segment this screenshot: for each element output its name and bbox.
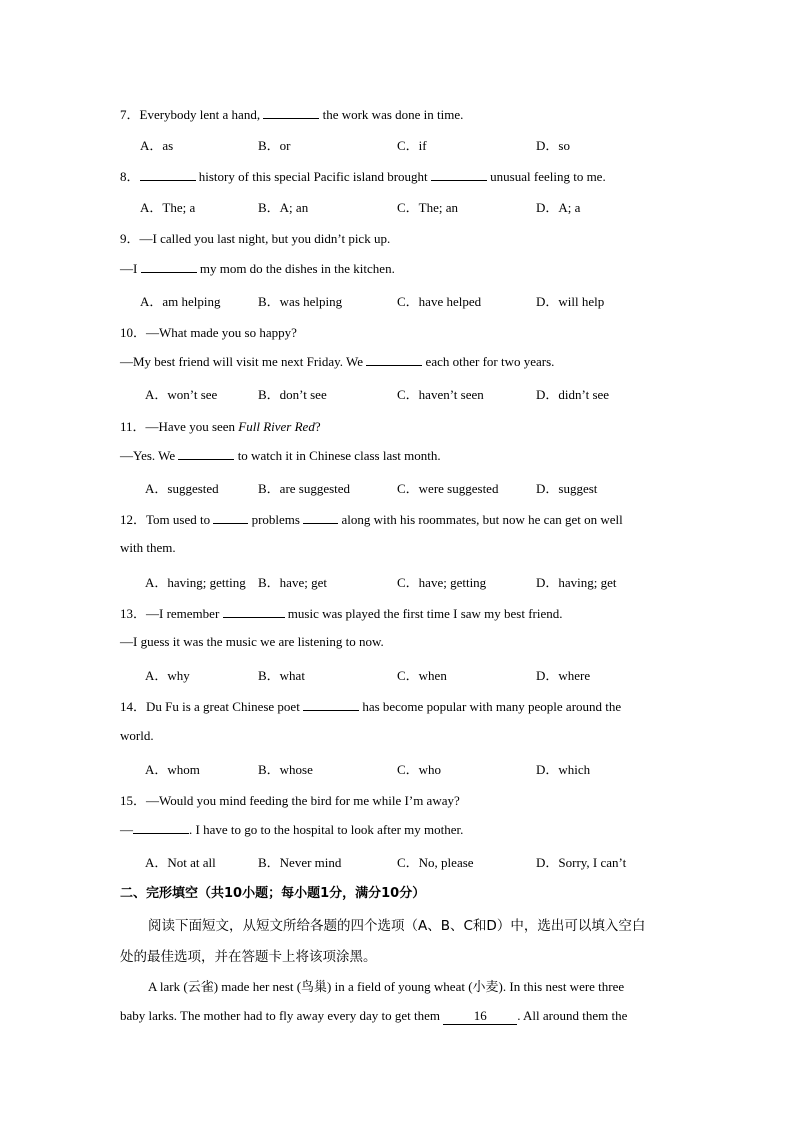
- section-2-title: 二、完形填空（共10小题；每小题1分，满分10分）: [120, 886, 426, 901]
- stem-text: each other for two years.: [422, 354, 555, 369]
- stem-text: along with his roommates, but now he can get on well: [338, 512, 623, 527]
- question-7-stem: [120, 104, 463, 123]
- stem-text: 11．—Have you seen: [120, 419, 239, 434]
- question-11-line1: [120, 416, 321, 435]
- stem-text: the work was done in time.: [319, 107, 464, 122]
- option-d[interactable]: D．didn’t see: [536, 387, 610, 402]
- film-title: Full River Red: [238, 419, 315, 434]
- stem-text: 14．Du Fu is a great Chinese poet: [120, 699, 304, 714]
- stem-text: my mom do the dishes in the kitchen.: [196, 261, 395, 276]
- option-d[interactable]: D．Sorry, I can’t: [536, 855, 627, 870]
- passage-line1: A lark (云雀) made her nest (鸟巢) in a field of young wheat (小麦). In this nest were three: [148, 979, 625, 994]
- question-13-line1: [120, 603, 563, 622]
- option-a[interactable]: A．whom: [145, 762, 200, 777]
- option-c[interactable]: C．haven’t seen: [397, 387, 484, 402]
- stem-text: 8．: [120, 169, 140, 184]
- question-14-line2: world.: [120, 728, 154, 743]
- option-b[interactable]: B．was helping: [258, 294, 343, 309]
- option-c[interactable]: C．have; getting: [397, 575, 487, 590]
- question-8-stem: [120, 166, 606, 185]
- option-d[interactable]: D．where: [536, 668, 591, 683]
- stem-text: history of this special Pacific island brought: [195, 169, 431, 184]
- answer-blank: [140, 168, 196, 181]
- section-2-instructions-line2: 处的最佳选项，并在答题卡上将该项涂黑。: [120, 949, 377, 965]
- answer-blank: [303, 511, 338, 524]
- option-c[interactable]: C．when: [397, 668, 447, 683]
- option-c[interactable]: C．were suggested: [397, 481, 499, 496]
- answer-blank: [303, 698, 359, 711]
- option-a[interactable]: A．The; a: [140, 200, 196, 215]
- stem-text: to watch it in Chinese class last month.: [234, 448, 441, 463]
- option-c[interactable]: C．The; an: [397, 200, 459, 215]
- question-9-line1: 9．—I called you last night, but you didn’t pick up.: [120, 231, 391, 246]
- option-c[interactable]: C．if: [397, 138, 427, 153]
- question-11-line2: [120, 447, 441, 464]
- stem-text: —: [120, 822, 133, 837]
- option-a[interactable]: A．Not at all: [145, 855, 216, 870]
- stem-text: unusual feeling to me.: [486, 169, 606, 184]
- option-b[interactable]: B．whose: [258, 762, 313, 777]
- option-c[interactable]: C．No, please: [397, 855, 474, 870]
- option-b[interactable]: B．are suggested: [258, 481, 351, 496]
- answer-blank: [178, 447, 234, 460]
- option-d[interactable]: D．which: [536, 762, 591, 777]
- question-12-line1: [120, 509, 623, 528]
- option-c[interactable]: C．have helped: [397, 294, 482, 309]
- stem-text: —Yes. We: [120, 448, 179, 463]
- answer-blank: [263, 106, 319, 119]
- option-c[interactable]: C．who: [397, 762, 442, 777]
- stem-text: 12．Tom used to: [120, 512, 214, 527]
- option-b[interactable]: B．have; get: [258, 575, 327, 590]
- stem-text: —My best friend will visit me next Friday. We: [120, 354, 367, 369]
- question-9-line2: [120, 260, 395, 277]
- stem-text: 13．—I remember: [120, 606, 223, 621]
- answer-blank: [366, 353, 422, 366]
- option-a[interactable]: A．why: [145, 668, 190, 683]
- answer-blank: [213, 511, 248, 524]
- answer-blank: [133, 821, 189, 834]
- option-a[interactable]: A．as: [140, 138, 174, 153]
- question-10-line2: [120, 353, 554, 370]
- option-a[interactable]: A．am helping: [140, 294, 221, 309]
- stem-text: . I have to go to the hospital to look after my mother.: [189, 822, 464, 837]
- option-a[interactable]: A．won’t see: [145, 387, 218, 402]
- option-b[interactable]: B．don’t see: [258, 387, 327, 402]
- answer-blank: [141, 260, 197, 273]
- option-b[interactable]: B．or: [258, 138, 291, 153]
- option-d[interactable]: D．so: [536, 138, 570, 153]
- option-a[interactable]: A．having; getting: [145, 575, 246, 590]
- question-10-line1: 10．—What made you so happy?: [120, 325, 297, 340]
- answer-blank: [431, 168, 487, 181]
- passage-text: baby larks. The mother had to fly away every day to get them: [120, 1008, 444, 1023]
- option-d[interactable]: D．A; a: [536, 200, 581, 215]
- stem-text: music was played the first time I saw my best friend.: [284, 606, 563, 621]
- stem-text: problems: [248, 512, 304, 527]
- cloze-blank-16[interactable]: 16: [443, 1008, 517, 1025]
- option-b[interactable]: B．Never mind: [258, 855, 342, 870]
- option-d[interactable]: D．having; get: [536, 575, 617, 590]
- option-a[interactable]: A．suggested: [145, 481, 219, 496]
- question-14-line1: [120, 696, 621, 715]
- stem-text: ?: [314, 419, 321, 434]
- question-15-line1: 15．—Would you mind feeding the bird for me while I’m away?: [120, 793, 460, 808]
- question-13-line2: —I guess it was the music we are listening to now.: [120, 634, 384, 649]
- question-12-line2: with them.: [120, 540, 176, 555]
- option-d[interactable]: D．suggest: [536, 481, 598, 496]
- passage-text: . All around them the: [517, 1008, 628, 1023]
- stem-text: —I: [120, 261, 141, 276]
- option-d[interactable]: D．will help: [536, 294, 605, 309]
- stem-text: 7．Everybody lent a hand,: [120, 107, 264, 122]
- passage-line2: [120, 1008, 627, 1025]
- option-b[interactable]: B．A; an: [258, 200, 309, 215]
- section-2-instructions-line1: 阅读下面短文，从短文所给各题的四个选项（A、B、C和D）中，选出可以填入空白: [148, 918, 646, 934]
- stem-text: has become popular with many people around the: [359, 699, 622, 714]
- option-b[interactable]: B．what: [258, 668, 305, 683]
- question-15-line2: [120, 821, 463, 838]
- answer-blank: [223, 605, 285, 618]
